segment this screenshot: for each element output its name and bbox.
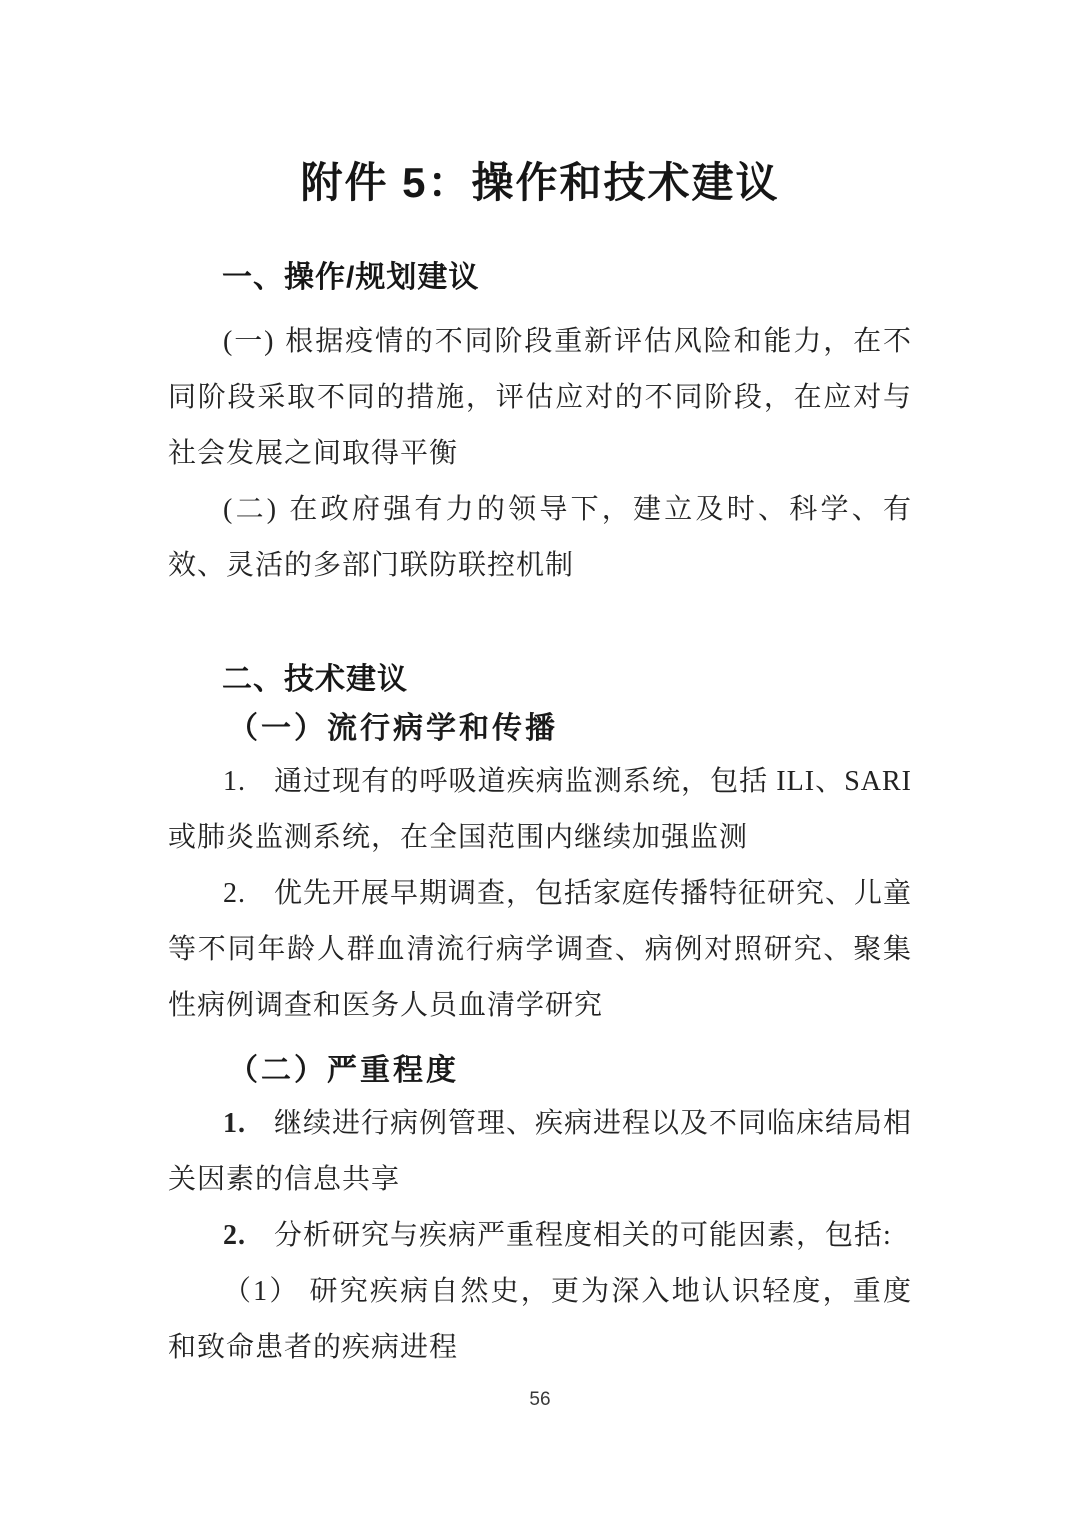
body-paragraph [168,754,912,866]
list-marker: 2. [223,878,246,909]
list-marker: (二) [223,494,278,525]
body-paragraph [168,1096,912,1208]
paragraph-text: 分析研究与疾病严重程度相关的可能因素，包括: [274,1220,892,1251]
body-paragraph [168,1264,912,1376]
body-paragraph [168,866,912,1034]
paragraph-text: 根据疫情的不同阶段重新评估风险和能力，在不同阶段采取不同的措施，评估应对的不同阶段，在应对与社会发展之间取得平衡 [168,326,912,469]
page-title: 附件 5：操作和技术建议 [300,159,780,206]
subsection-severity-heading: （二）严重程度 [228,1054,459,1087]
page-number: 56 [529,1389,551,1410]
body-paragraph [168,1208,912,1264]
list-marker: 1. [223,1108,246,1139]
list-marker: (一) [223,326,275,357]
paragraph-text: 在政府强有力的领导下，建立及时、科学、有效、灵活的多部门联防联控机制 [168,494,912,581]
list-marker: 2. [223,1220,246,1251]
section-2-heading: 二、技术建议 [222,663,408,696]
subsection-epidemiology-heading: （一）流行病学和传播 [228,712,558,745]
body-paragraph [168,482,912,594]
body-paragraph [168,314,912,482]
paragraph-text: 研究疾病自然史，更为深入地认识轻度，重度和致命患者的疾病进程 [168,1276,912,1363]
paragraph-text: 继续进行病例管理、疾病进程以及不同临床结局相关因素的信息共享 [168,1108,913,1195]
list-marker: 1. [223,766,246,797]
section-1-heading: 一、操作/规划建议 [222,261,480,294]
list-marker: （1） [223,1276,300,1307]
paragraph-text: 通过现有的呼吸道疾病监测系统，包括 ILI、SARI 或肺炎监测系统，在全国范围内继续加强监测 [168,766,912,853]
paragraph-text: 优先开展早期调查，包括家庭传播特征研究、儿童等不同年龄人群血清流行病学调查、病例对照研究、聚集性病例调查和医务人员血清学研究 [168,878,913,1021]
